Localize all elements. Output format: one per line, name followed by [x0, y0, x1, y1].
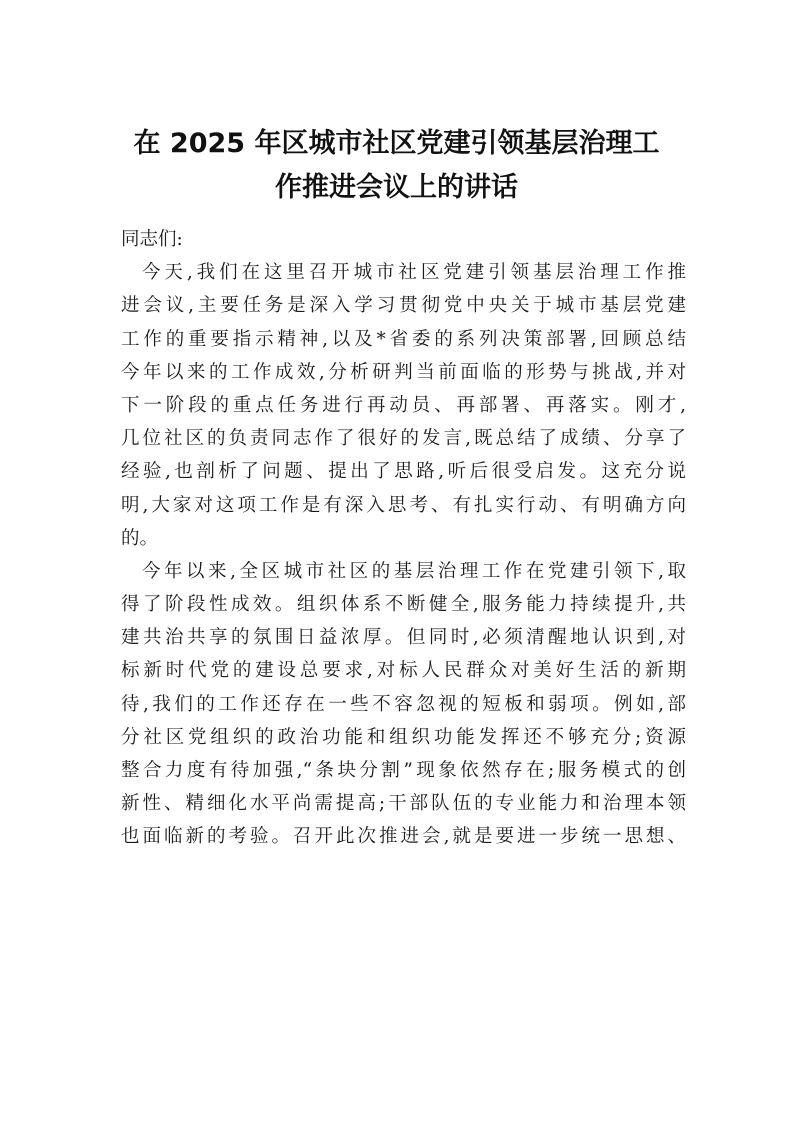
paragraph-line: 整合力度有待加强,“条块分割”现象依然存在;服务模式的创	[121, 760, 686, 781]
document-body	[121, 223, 686, 854]
paragraph-line: 下一阶段的重点任务进行再动员、再部署、再落实。刚才,	[121, 394, 686, 416]
paragraph-2	[121, 555, 686, 854]
paragraph-line: 得了阶段性成效。组织体系不断健全,服务能力持续提升,共	[121, 594, 686, 616]
paragraph-line: 今年以来的工作成效,分析研判当前面临的形势与挑战,并对	[121, 361, 686, 383]
paragraph-1	[121, 256, 686, 555]
paragraph-line: 也面临新的考验。召开此次推进会,就是要进一步统一思想、	[121, 826, 686, 848]
title-line: 在 2025 年区城市社区党建引领基层治理工	[133, 128, 660, 159]
paragraph-line: 建共治共享的氛围日益浓厚。但同时,必须清醒地认识到,对	[121, 627, 686, 649]
paragraph-line: 进会议,主要任务是深入学习贯彻党中央关于城市基层党建	[121, 295, 686, 317]
paragraph-line: 标新时代党的建设总要求,对标人民群众对美好生活的新期	[121, 660, 686, 682]
paragraph-line: 今年以来,全区城市社区的基层治理工作在党建引领下,取	[142, 560, 686, 582]
title-line: 作推进会议上的讲话	[275, 172, 518, 203]
paragraph-line: 待,我们的工作还存在一些不容忽视的短板和弱项。例如,部	[121, 693, 686, 715]
paragraph-line: 工作的重要指示精神,以及*省委的系列决策部署,回顾总结	[121, 328, 686, 350]
document-title	[100, 122, 693, 210]
salutation: 同志们:	[121, 229, 183, 250]
paragraph-line: 几位社区的负责同志作了很好的发言,既总结了成绩、分享了	[121, 428, 686, 450]
paragraph-line: 的。	[121, 527, 159, 549]
paragraph-line: 今天,我们在这里召开城市社区党建引领基层治理工作推	[142, 262, 686, 284]
paragraph-line: 新性、精细化水平尚需提高;干部队伍的专业能力和治理本领	[121, 793, 686, 815]
paragraph-line: 分社区党组织的政治功能和组织功能发挥还不够充分;资源	[121, 726, 686, 748]
paragraph-line: 明,大家对这项工作是有深入思考、有扎实行动、有明确方向	[121, 494, 686, 516]
paragraph-line: 经验,也剖析了问题、提出了思路,听后很受启发。这充分说	[121, 461, 686, 483]
